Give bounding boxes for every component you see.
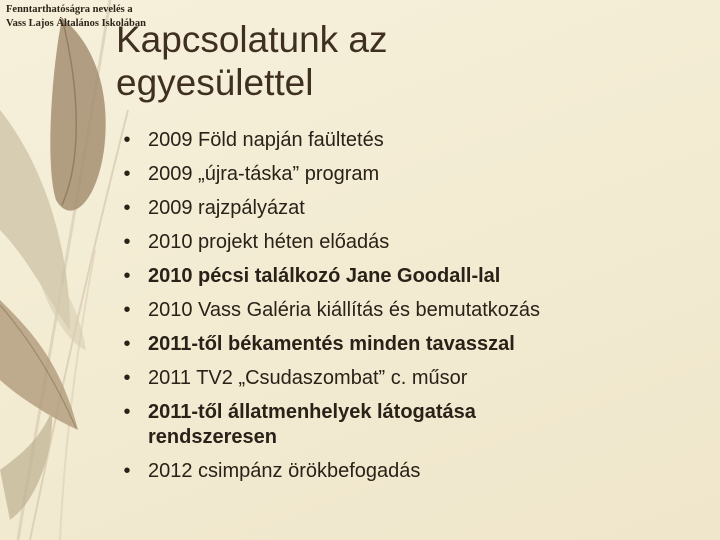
bullet-dot-icon: • [123, 129, 131, 151]
leaf-shape [50, 18, 105, 211]
leaf-shape [0, 410, 52, 520]
bullet-text: 2011-től békamentés minden tavasszal [148, 333, 515, 355]
bullet-text: 2010 pécsi találkozó Jane Goodall-lal [148, 265, 501, 287]
bullet-text: 2009 „újra-táska” program [148, 163, 380, 185]
bullet-text: 2010 projekt héten előadás [148, 231, 390, 253]
header-note-line-1: Fenntarthatóságra nevelés a [6, 4, 133, 15]
bullet-dot-icon: • [123, 333, 131, 355]
bullet-dot-icon: • [123, 367, 131, 389]
slide-title-line-2: egyesülettel [116, 62, 314, 103]
bullet-dot-icon: • [123, 401, 131, 423]
bullet-text: 2010 Vass Galéria kiállítás és bemutatkozás [148, 299, 541, 321]
bullet-dot-icon: • [123, 265, 131, 287]
bullet-item [120, 298, 710, 323]
bullet-dot-icon: • [123, 231, 131, 253]
bullet-text: 2011-től állatmenhelyek látogatása rendszeresen [148, 401, 476, 448]
bullet-item [120, 400, 710, 449]
bullet-dot-icon: • [123, 299, 131, 321]
bullet-item [120, 366, 710, 391]
bullet-item [120, 230, 710, 255]
bullet-text: 2009 rajzpályázat [148, 197, 305, 219]
bullet-item [120, 332, 710, 357]
slide-title-line-1: Kapcsolatunk az [116, 19, 388, 60]
bullet-item [120, 264, 710, 289]
bullet-list [120, 128, 710, 493]
bullet-item [120, 162, 710, 187]
slide-title [116, 18, 388, 104]
bullet-dot-icon: • [123, 197, 131, 219]
bullet-item [120, 459, 710, 484]
header-note-line-2: Vass Lajos Általános Iskolában [6, 18, 146, 29]
bullet-text: 2012 csimpánz örökbefogadás [148, 459, 421, 482]
bullet-item [120, 128, 710, 153]
bullet-dot-icon: • [123, 163, 131, 185]
bullet-dot-icon: • [123, 459, 131, 482]
bullet-item [120, 196, 710, 221]
bullet-text: 2009 Föld napján faültetés [148, 129, 384, 151]
bullet-text: 2011 TV2 „Csudaszombat” c. műsor [148, 367, 468, 389]
